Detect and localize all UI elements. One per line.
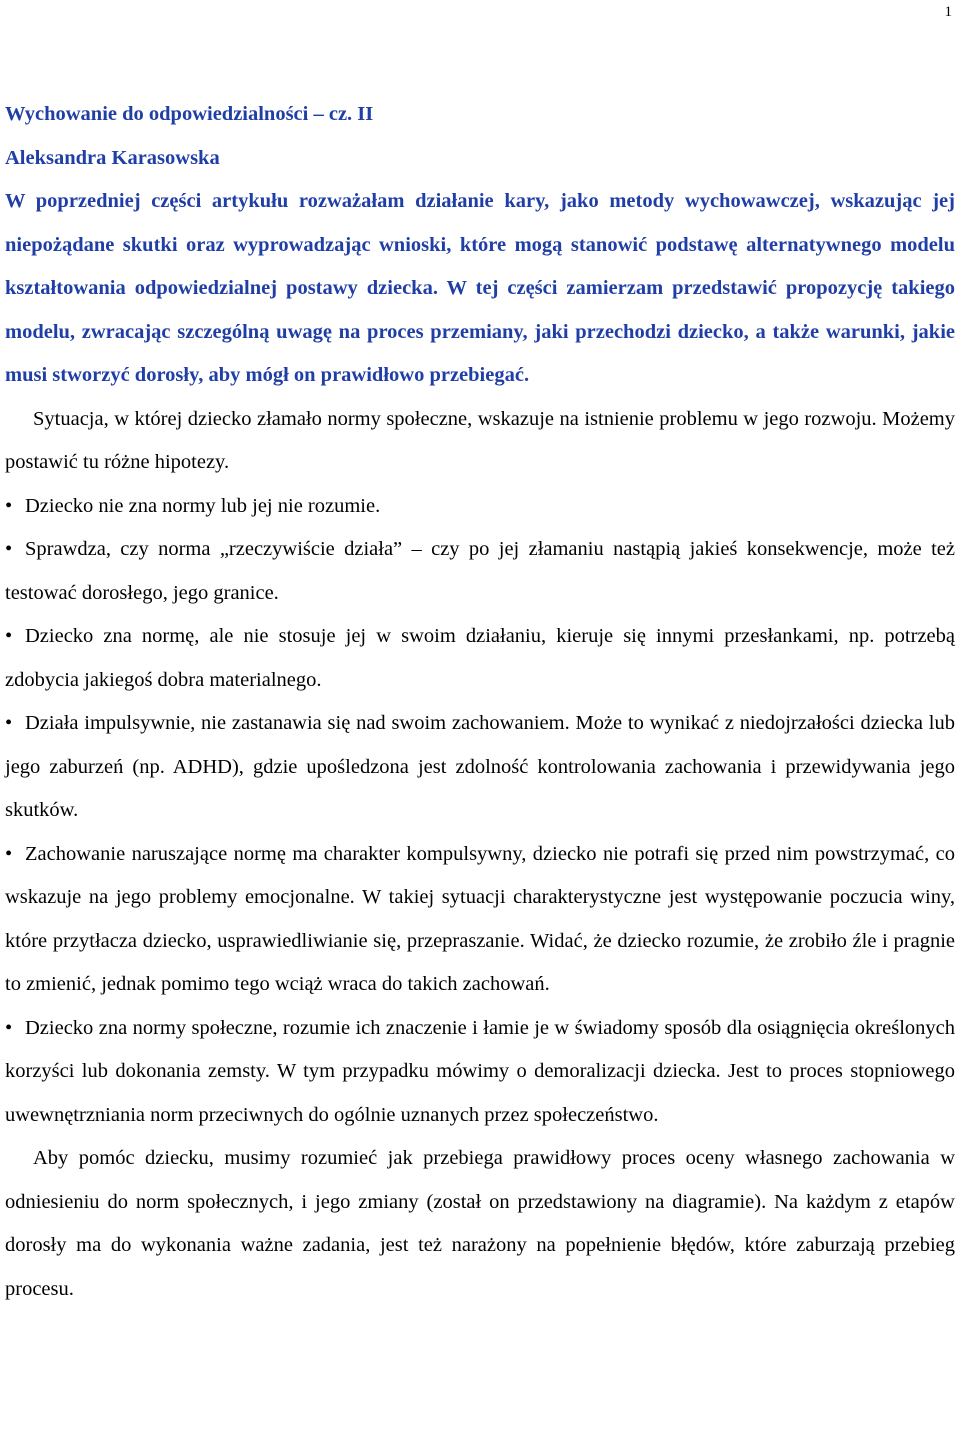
list-item [5,1007,955,1138]
list-item-text: Sprawdza, czy norma „rzeczywiście działa” – czy po jej złamaniu nastąpią jakieś konsekwencje, może też testować dorosłego, jego granice. [5,538,955,604]
list-item-text: Dziecko zna normę, ale nie stosuje jej w swoim działaniu, kieruje się innymi przesłankami, np. potrzebą zdobycia jakiegoś dobra materialnego. [5,625,955,691]
bullet-icon: • [5,538,13,560]
bullet-icon: • [5,842,13,865]
list-item [5,485,955,529]
list-item-text: Dziecko zna normy społeczne, rozumie ich znaczenie i łamie je w świadomy sposób dla osiągnięcia określonych korzyści lub dokonania zemsty. W tym przypadku mówimy o demoralizacji dziecka. Jest to proces stopniowego uwewnętrzniania norm przeciwnych do ogólnie uznanych przez społeczeństwo. [5,1016,955,1126]
bullet-icon: • [5,625,13,647]
article-author: Aleksandra Karasowska [5,146,220,169]
list-item-text: Dziecko nie zna normy lub jej nie rozumie. [25,494,381,517]
page-number: 1 [944,4,952,20]
document-body [5,93,955,1311]
article-intro: W poprzedniej części artykułu rozważałam działanie kary, jako metody wychowawczej, wskazując jej niepożądane skutki oraz wyprowadzając wnioski, które mogą stanowić podstawę alternatywnego modelu kształtowania odpowiedzialnej postawy dziecka. W tej części zamierzam przedstawić propozycję takiego modelu, zwracając szczególną uwagę na proces przemiany, jaki przechodzi dziecko, a także warunki, jakie musi stworzyć dorosły, aby mógł on prawidłowo przebiegać. [5,190,955,386]
list-item [5,528,955,615]
bullet-icon: • [5,494,13,517]
bullet-icon: • [5,1016,13,1039]
list-item-text: Działa impulsywnie, nie zastanawia się nad swoim zachowaniem. Może to wynikać z niedojrzałości dziecka lub jego zaburzeń (np. ADHD), gdzie upośledzona jest zdolność kontrolowania zachowania i przewidywania jego skutków. [5,712,955,821]
article-title: Wychowanie do odpowiedzialności – cz. II [5,103,374,125]
paragraph-problem: Sytuacja, w której dziecko złamało normy społeczne, wskazuje na istnienie problemu w jego rozwoju. Możemy postawić tu różne hipotezy. [5,407,955,473]
bullet-icon: • [5,712,13,734]
list-item [5,615,955,702]
paragraph-help: Aby pomóc dziecku, musimy rozumieć jak przebiega prawidłowy proces oceny własnego zachowania w odniesieniu do norm społecznych, i jego zmiany (został on przedstawiony na diagramie). Na każdym z etapów dorosły ma do wykonania ważne zadania, jest też narażony na popełnienie błędów, które zaburzają przebieg procesu. [5,1147,955,1300]
list-item [5,833,955,1007]
list-item [5,702,955,833]
list-item-text: Zachowanie naruszające normę ma charakter kompulsywny, dziecko nie potrafi się przed nim powstrzymać, co wskazuje na jego problemy emocjonalne. W takiej sytuacji charakterystyczne jest występowanie poczucia winy, które przytłacza dziecko, usprawiedliwianie się, przepraszanie. Widać, że dziecko rozumie, że zrobiło źle i pragnie to zmienić, jednak pomimo tego wciąż wraca do takich zachowań. [5,842,955,995]
